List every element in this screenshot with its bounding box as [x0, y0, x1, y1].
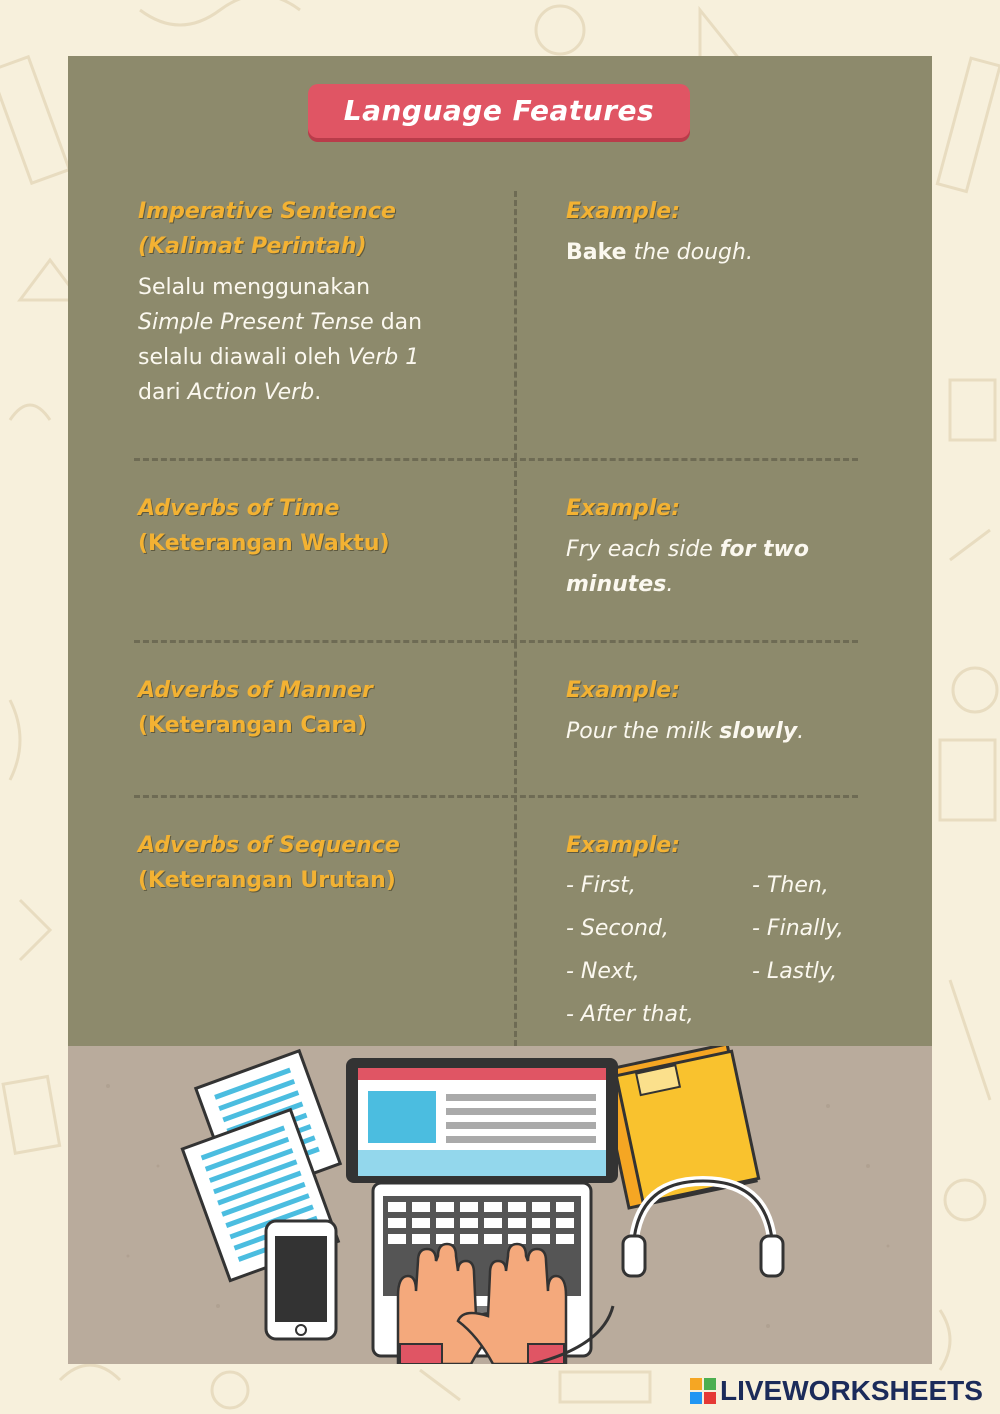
example-heading: Example:: [566, 678, 680, 703]
phone-icon: [266, 1221, 336, 1339]
sequence-item: - Then,: [752, 873, 829, 898]
row-divider: [134, 795, 858, 798]
section-label: Adverbs of Manner: [138, 678, 373, 703]
desk-illustration: [68, 1046, 932, 1364]
column-divider: [514, 191, 517, 1046]
section-label-translation: (Keterangan Waktu): [138, 531, 390, 556]
section-description: Selalu menggunakan Simple Present Tense dan selalu diawali oleh Verb 1 dari Action Verb.: [138, 275, 423, 405]
imperative-example: [566, 194, 896, 270]
sequence-item: - Second,: [566, 916, 669, 941]
laptop-icon: [346, 1058, 618, 1356]
liveworksheets-logo: [690, 1374, 983, 1408]
example-heading: Example:: [566, 496, 680, 521]
desk-illustration-svg: [68, 1046, 932, 1364]
adverbs-of-sequence-example: [566, 828, 896, 1049]
example-text: Pour the milk slowly.: [566, 719, 805, 744]
section-label-translation: (Kalimat Perintah): [138, 234, 367, 259]
example-heading: Example:: [566, 833, 680, 858]
sequence-item: - First,: [566, 873, 636, 898]
sequence-list: [566, 869, 866, 1049]
section-label: Imperative Sentence: [138, 199, 396, 224]
adverbs-of-time-section: [138, 491, 498, 561]
sequence-item: - Finally,: [752, 916, 844, 941]
adverbs-of-manner-section: [138, 673, 498, 743]
section-label: Adverbs of Time: [138, 496, 340, 521]
adverbs-of-sequence-section: [138, 828, 498, 898]
section-label: Adverbs of Sequence: [138, 833, 400, 858]
page-title: Language Features: [308, 84, 690, 138]
language-features-card: [68, 56, 932, 1046]
liveworksheets-logo-icon: [690, 1378, 716, 1404]
row-divider: [134, 458, 858, 461]
imperative-sentence-section: [138, 194, 498, 410]
brand-name: LIVEWORKSHEETS: [720, 1375, 983, 1406]
adverbs-of-manner-example: [566, 673, 896, 749]
example-text: Fry each side for two minutes.: [566, 537, 809, 597]
row-divider: [134, 640, 858, 643]
section-label-translation: (Keterangan Urutan): [138, 868, 396, 893]
section-label-translation: (Keterangan Cara): [138, 713, 368, 738]
sequence-item: - Lastly,: [752, 959, 838, 984]
sequence-item: - After that,: [566, 1002, 694, 1027]
sequence-item: - Next,: [566, 959, 640, 984]
adverbs-of-time-example: [566, 491, 896, 602]
example-heading: Example:: [566, 199, 680, 224]
example-text: Bake the dough.: [566, 240, 753, 265]
